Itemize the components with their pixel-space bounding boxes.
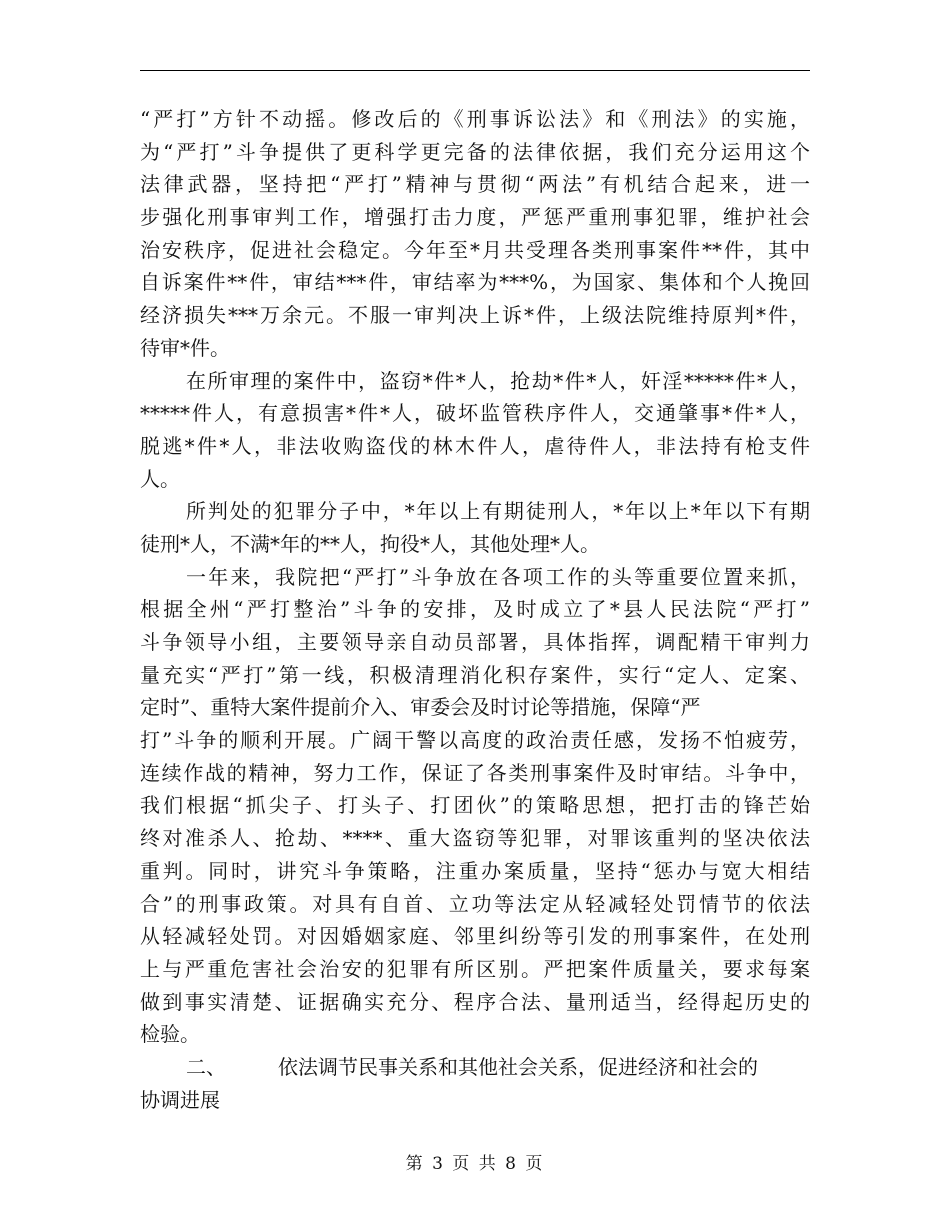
text-line: 法律武器，坚持把“严打”精神与贯彻“两法”有机结合起来，进一 — [140, 172, 810, 197]
text-line: 经济损失***万余元。不服一审判决上诉*件，上级法院维持原判*件， — [140, 303, 810, 328]
text-line: 我们根据“抓尖子、打头子、打团伙”的策略思想，把打击的锋芒始 — [140, 793, 810, 818]
section-heading — [140, 1051, 810, 1084]
header-rule — [140, 70, 810, 71]
section-number: 二、 — [186, 1054, 226, 1079]
text-line: 步强化刑事审判工作，增强打击力度，严惩严重刑事犯罪，维护社会 — [140, 205, 810, 230]
text-line: 检验。 — [140, 1022, 200, 1047]
text-line: 打”斗争的顺利开展。广阔干警以高度的政治责任感，发扬不怕疲劳， — [140, 728, 810, 753]
document-body — [140, 103, 810, 1116]
text-line: 连续作战的精神，努力工作，保证了各类刑事案件及时审结。斗争中， — [140, 760, 810, 785]
text-line: 治安秩序，促进社会稳定。今年至*月共受理各类刑事案件**件，其中 — [140, 237, 810, 262]
text-line: *****件人，有意损害*件*人，破坏监管秩序件人，交通肇事*件*人， — [140, 401, 810, 426]
text-line: 所判处的犯罪分子中，*年以上有期徒刑人，*年以上*年以下有期 — [186, 499, 810, 524]
text-line: 定时”、重特大案件提前介入、审委会及时讨论等措施，保障“严 — [140, 695, 701, 720]
text-line: “严打”方针不动摇。修改后的《刑事诉讼法》和《刑法》的实施， — [140, 107, 810, 131]
text-line: 斗争领导小组，主要领导亲自动员部署，具体指挥，调配精干审判力 — [140, 630, 810, 654]
text-line: 做到事实清楚、证据确实充分、程序合法、量刑适当，经得起历史的 — [140, 989, 810, 1014]
text-line: 从轻减轻处罚。对因婚姻家庭、邻里纠纷等引发的刑事案件，在处刑 — [140, 924, 810, 949]
text-line: 在所审理的案件中，盗窃*件*人，抢劫*件*人，奸淫*****件*人， — [186, 368, 810, 393]
text-line: 上与严重危害社会治安的犯罪有所区别。严把案件质量关，要求每案 — [140, 956, 810, 981]
section-heading-continuation: 协调进展 — [140, 1087, 220, 1112]
text-line: 重判。同时，讲究斗争策略，注重办案质量，坚持“惩办与宽大相结 — [140, 858, 810, 883]
text-line: 合”的刑事政策。对具有自首、立功等法定从轻减轻处罚情节的依法 — [140, 891, 810, 916]
text-line: 待审*件。 — [140, 335, 230, 360]
text-line: 终对准杀人、抢劫、****、重大盗窃等犯罪，对罪该重判的坚决依法 — [140, 826, 810, 851]
section-heading-text: 依法调节民事关系和其他社会关系，促进经济和社会的 — [278, 1054, 758, 1079]
text-line: 为“严打”斗争提供了更科学更完备的法律依据，我们充分运用这个 — [140, 139, 810, 164]
text-line: 徒刑*人，不满*年的**人，拘役*人，其他处理*人。 — [140, 531, 600, 556]
text-line: 人。 — [140, 466, 180, 491]
text-line: 脱逃*件*人，非法收购盗伐的林木件人，虐待件人，非法持有枪支件 — [140, 433, 810, 458]
text-line: 自诉案件**件，审结***件，审结率为***%，为国家、集体和个人挽回 — [140, 270, 810, 295]
text-line: 一年来，我院把“严打”斗争放在各项工作的头等重要位置来抓， — [186, 564, 810, 589]
page-number: 第 3 页 共 8 页 — [405, 1154, 545, 1174]
text-line: 量充实“严打”第一线，积极清理消化积存案件，实行“定人、定案、 — [140, 662, 810, 687]
text-line: 根据全州“严打整治”斗争的安排，及时成立了*县人民法院“严打” — [140, 597, 810, 622]
